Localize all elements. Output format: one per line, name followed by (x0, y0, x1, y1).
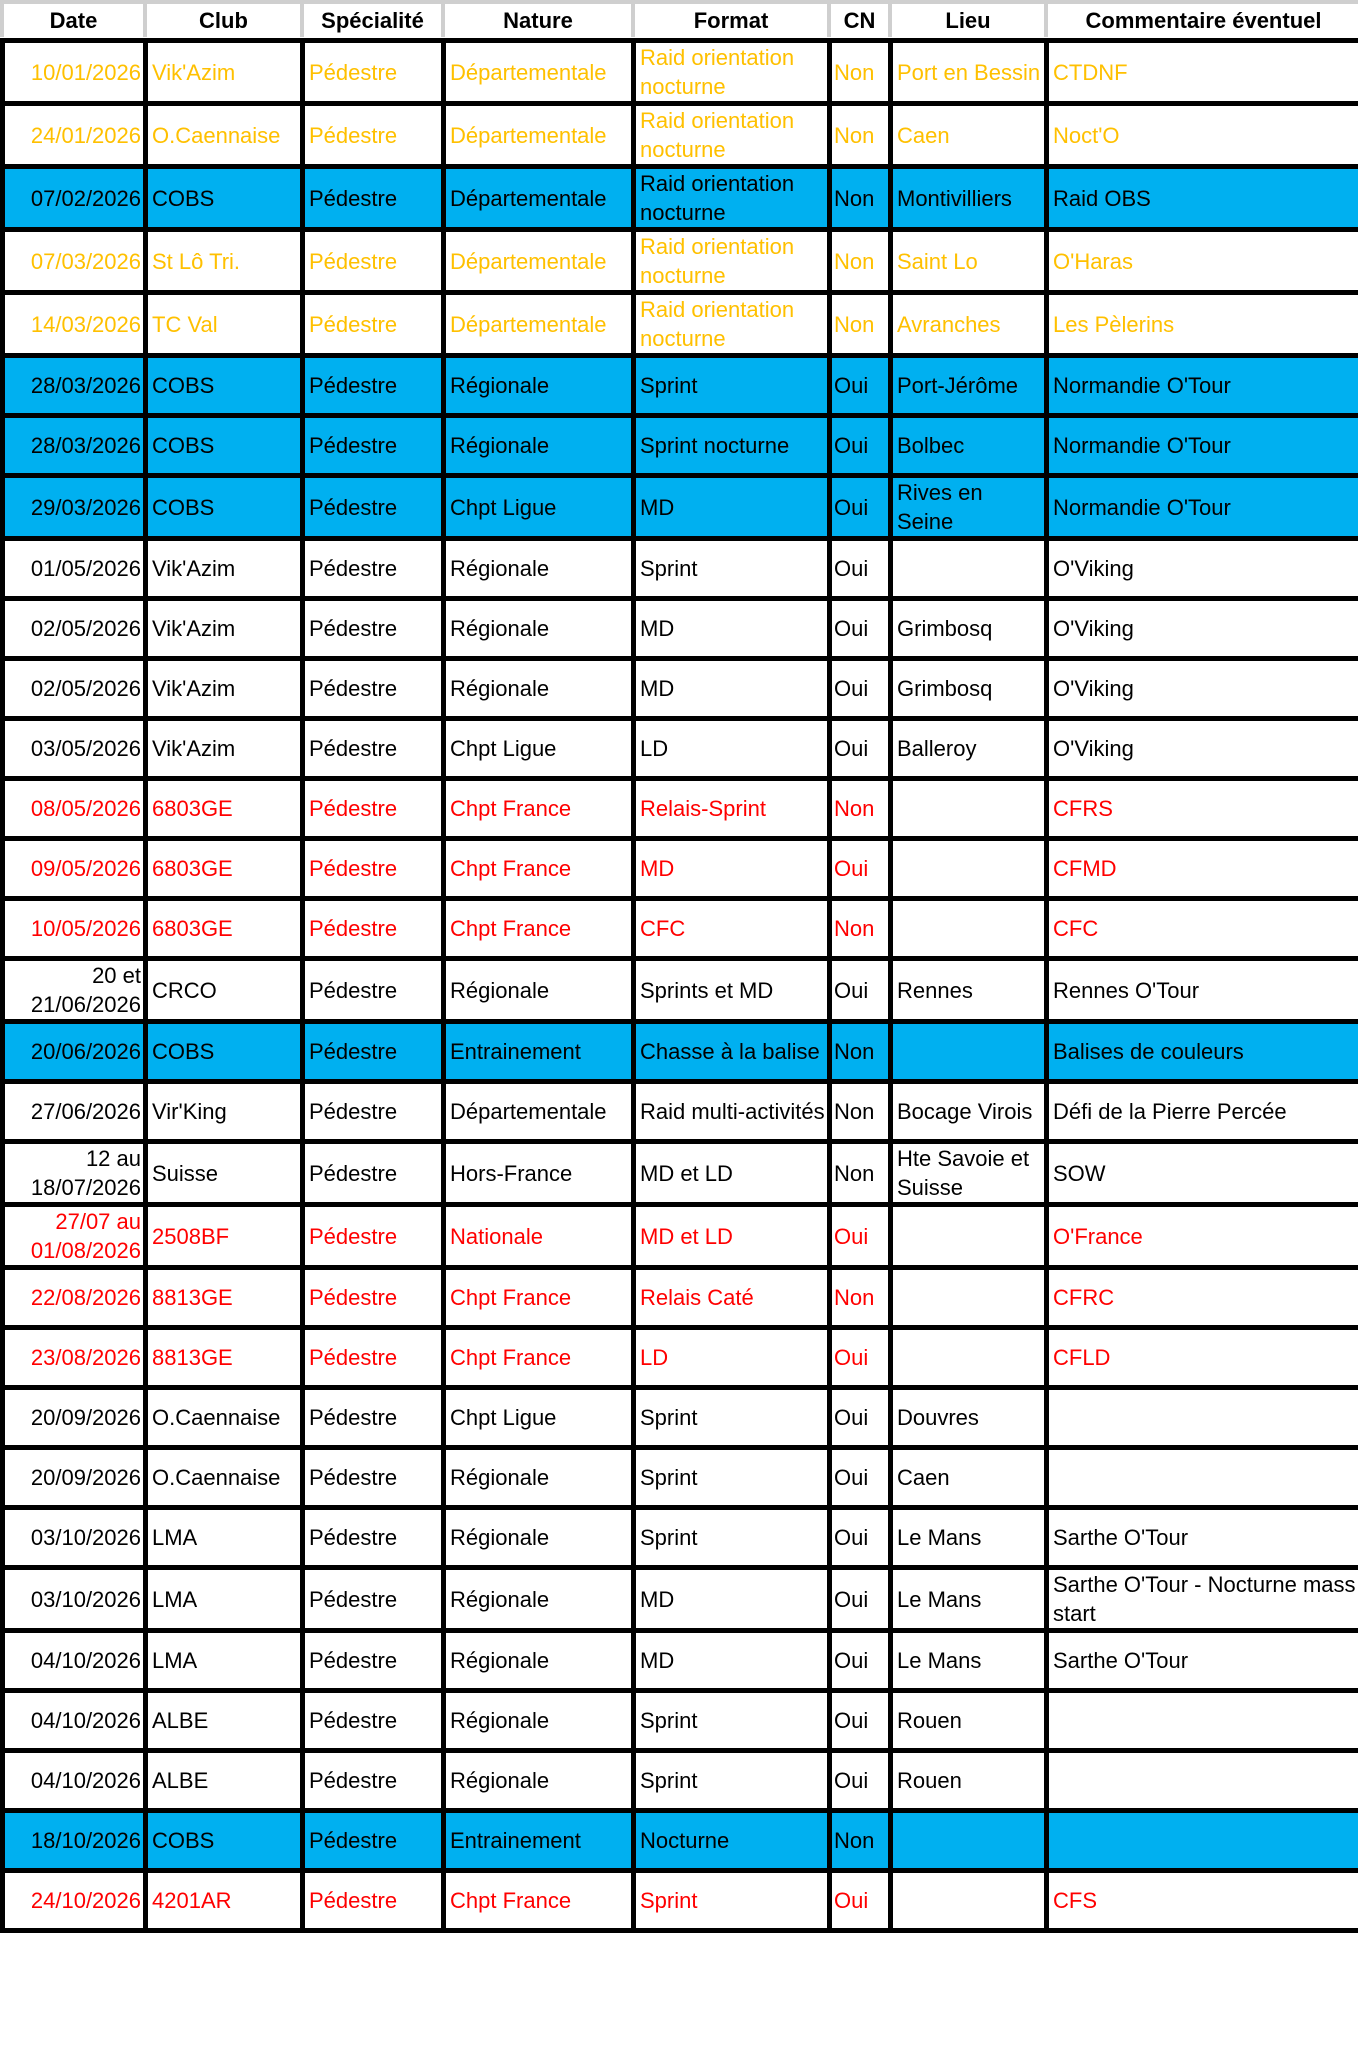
cell-club[interactable]: ALBE (146, 1751, 303, 1811)
cell-nature[interactable]: Départementale (444, 41, 634, 104)
cell-lieu[interactable]: Rennes (891, 959, 1047, 1022)
cell-cn[interactable]: Oui (830, 1631, 891, 1691)
cell-specialite[interactable]: Pédestre (303, 1631, 444, 1691)
cell-specialite[interactable]: Pédestre (303, 476, 444, 539)
cell-specialite[interactable]: Pédestre (303, 719, 444, 779)
cell-format[interactable]: Sprint nocturne (634, 416, 830, 476)
cell-format[interactable]: Chasse à la balise (634, 1022, 830, 1082)
cell-commentaire[interactable]: Les Pèlerins (1047, 293, 1362, 356)
cell-club[interactable]: St Lô Tri. (146, 230, 303, 293)
cell-format[interactable]: MD (634, 476, 830, 539)
cell-date[interactable]: 29/03/2026 (3, 476, 146, 539)
cell-lieu[interactable] (891, 1871, 1047, 1931)
cell-lieu[interactable]: Rouen (891, 1751, 1047, 1811)
cell-club[interactable]: LMA (146, 1508, 303, 1568)
cell-lieu[interactable]: Port-Jérôme (891, 356, 1047, 416)
cell-lieu[interactable]: Caen (891, 1448, 1047, 1508)
table-row (3, 1022, 1362, 1082)
cell-format[interactable]: Nocturne (634, 1811, 830, 1871)
cell-nature[interactable]: Régionale (444, 1631, 634, 1691)
cell-commentaire[interactable]: Noct'O (1047, 104, 1362, 167)
table-row (3, 1691, 1362, 1751)
cell-nature[interactable]: Chpt France (444, 1871, 634, 1931)
table-row (3, 1568, 1362, 1631)
sheet-right-margin (1358, 0, 1363, 2053)
cell-format[interactable]: Raid orientation nocturne (634, 41, 830, 104)
cell-club[interactable]: ALBE (146, 1691, 303, 1751)
events-table (0, 38, 1363, 1933)
cell-club[interactable]: Suisse (146, 1142, 303, 1205)
cell-club[interactable]: O.Caennaise (146, 1448, 303, 1508)
cell-specialite[interactable]: Pédestre (303, 1142, 444, 1205)
table-row (3, 959, 1362, 1022)
cell-format[interactable]: Sprints et MD (634, 959, 830, 1022)
cell-nature[interactable]: Départementale (444, 1082, 634, 1142)
cell-nature[interactable]: Chpt France (444, 839, 634, 899)
table-row (3, 1082, 1362, 1142)
header-club[interactable]: Club (145, 2, 302, 37)
cell-lieu[interactable] (891, 839, 1047, 899)
cell-cn[interactable]: Non (830, 293, 891, 356)
cell-format[interactable]: Sprint (634, 1751, 830, 1811)
cell-lieu[interactable]: Le Mans (891, 1568, 1047, 1631)
events-table-body (3, 41, 1362, 1931)
cell-specialite[interactable]: Pédestre (303, 1508, 444, 1568)
cell-lieu[interactable]: Douvres (891, 1388, 1047, 1448)
cell-lieu[interactable] (891, 539, 1047, 599)
cell-lieu[interactable] (891, 1268, 1047, 1328)
cell-specialite[interactable]: Pédestre (303, 293, 444, 356)
cell-club[interactable]: COBS (146, 476, 303, 539)
cell-format[interactable]: Sprint (634, 356, 830, 416)
cell-date[interactable]: 02/05/2026 (3, 599, 146, 659)
cell-nature[interactable]: Nationale (444, 1205, 634, 1268)
cell-cn[interactable]: Oui (830, 1691, 891, 1751)
cell-lieu[interactable]: Le Mans (891, 1631, 1047, 1691)
cell-commentaire[interactable]: CFS (1047, 1871, 1362, 1931)
cell-date[interactable]: 18/10/2026 (3, 1811, 146, 1871)
table-row (3, 1388, 1362, 1448)
cell-nature[interactable]: Chpt France (444, 779, 634, 839)
table-row (3, 1205, 1362, 1268)
cell-date[interactable]: 20/06/2026 (3, 1022, 146, 1082)
cell-nature[interactable]: Régionale (444, 356, 634, 416)
cell-lieu[interactable] (891, 1328, 1047, 1388)
cell-date[interactable]: 20/09/2026 (3, 1448, 146, 1508)
table-row (3, 1268, 1362, 1328)
cell-lieu[interactable]: Port en Bessin (891, 41, 1047, 104)
cell-nature[interactable]: Régionale (444, 959, 634, 1022)
cell-date[interactable]: 07/03/2026 (3, 230, 146, 293)
cell-specialite[interactable]: Pédestre (303, 104, 444, 167)
cell-cn[interactable]: Oui (830, 959, 891, 1022)
cell-cn[interactable]: Oui (830, 1388, 891, 1448)
cell-club[interactable]: Vik'Azim (146, 41, 303, 104)
cell-format[interactable]: Sprint (634, 1448, 830, 1508)
cell-club[interactable]: TC Val (146, 293, 303, 356)
cell-nature[interactable]: Chpt France (444, 1268, 634, 1328)
cell-date[interactable]: 01/05/2026 (3, 539, 146, 599)
cell-date[interactable]: 03/10/2026 (3, 1508, 146, 1568)
cell-lieu[interactable]: Grimbosq (891, 659, 1047, 719)
cell-cn[interactable]: Oui (830, 1205, 891, 1268)
cell-date[interactable]: 03/05/2026 (3, 719, 146, 779)
cell-commentaire[interactable] (1047, 1811, 1362, 1871)
cell-commentaire[interactable] (1047, 1388, 1362, 1448)
table-row (3, 1328, 1362, 1388)
cell-format[interactable]: Raid orientation nocturne (634, 230, 830, 293)
cell-cn[interactable]: Non (830, 41, 891, 104)
cell-specialite[interactable]: Pédestre (303, 230, 444, 293)
cell-specialite[interactable]: Pédestre (303, 1205, 444, 1268)
cell-nature[interactable]: Régionale (444, 1508, 634, 1568)
table-row (3, 839, 1362, 899)
cell-lieu[interactable] (891, 1205, 1047, 1268)
cell-specialite[interactable]: Pédestre (303, 599, 444, 659)
cell-specialite[interactable]: Pédestre (303, 779, 444, 839)
cell-lieu[interactable]: Avranches (891, 293, 1047, 356)
table-row (3, 659, 1362, 719)
cell-nature[interactable]: Entrainement (444, 1811, 634, 1871)
cell-nature[interactable]: Chpt France (444, 1328, 634, 1388)
cell-club[interactable]: COBS (146, 1022, 303, 1082)
cell-format[interactable]: Sprint (634, 1508, 830, 1568)
cell-club[interactable]: LMA (146, 1631, 303, 1691)
cell-specialite[interactable]: Pédestre (303, 1811, 444, 1871)
cell-format[interactable]: MD (634, 839, 830, 899)
cell-format[interactable]: CFC (634, 899, 830, 959)
cell-cn[interactable]: Oui (830, 839, 891, 899)
cell-lieu[interactable]: Hte Savoie et Suisse (891, 1142, 1047, 1205)
table-row (3, 1811, 1362, 1871)
cell-date[interactable]: 27/06/2026 (3, 1082, 146, 1142)
cell-commentaire[interactable]: Normandie O'Tour (1047, 476, 1362, 539)
table-row (3, 476, 1362, 539)
cell-lieu[interactable] (891, 779, 1047, 839)
cell-specialite[interactable]: Pédestre (303, 1568, 444, 1631)
cell-date[interactable]: 04/10/2026 (3, 1691, 146, 1751)
cell-cn[interactable]: Oui (830, 476, 891, 539)
cell-nature[interactable]: Chpt Ligue (444, 1388, 634, 1448)
cell-club[interactable]: 6803GE (146, 779, 303, 839)
cell-nature[interactable]: Régionale (444, 1568, 634, 1631)
cell-commentaire[interactable]: Balises de couleurs (1047, 1022, 1362, 1082)
cell-club[interactable]: 8813GE (146, 1268, 303, 1328)
table-row (3, 167, 1362, 230)
cell-nature[interactable]: Régionale (444, 1751, 634, 1811)
cell-format[interactable]: Sprint (634, 1871, 830, 1931)
cell-cn[interactable]: Non (830, 1268, 891, 1328)
cell-cn[interactable]: Non (830, 1811, 891, 1871)
column-header-row (0, 0, 1363, 37)
cell-club[interactable]: O.Caennaise (146, 104, 303, 167)
cell-club[interactable]: 4201AR (146, 1871, 303, 1931)
table-row (3, 1871, 1362, 1931)
cell-date[interactable]: 12 au 18/07/2026 (3, 1142, 146, 1205)
table-row (3, 230, 1362, 293)
cell-commentaire[interactable]: O'Haras (1047, 230, 1362, 293)
cell-specialite[interactable]: Pédestre (303, 1751, 444, 1811)
cell-format[interactable]: LD (634, 1328, 830, 1388)
table-row (3, 719, 1362, 779)
cell-commentaire[interactable]: O'Viking (1047, 539, 1362, 599)
cell-cn[interactable]: Oui (830, 659, 891, 719)
cell-date[interactable]: 27/07 au 01/08/2026 (3, 1205, 146, 1268)
cell-specialite[interactable]: Pédestre (303, 167, 444, 230)
cell-specialite[interactable]: Pédestre (303, 416, 444, 476)
cell-commentaire[interactable]: CFRS (1047, 779, 1362, 839)
cell-cn[interactable]: Oui (830, 1751, 891, 1811)
header-cn[interactable]: CN (829, 2, 890, 37)
cell-date[interactable]: 10/05/2026 (3, 899, 146, 959)
cell-club[interactable]: O.Caennaise (146, 1388, 303, 1448)
cell-lieu[interactable]: Saint Lo (891, 230, 1047, 293)
cell-club[interactable]: Vik'Azim (146, 659, 303, 719)
cell-commentaire[interactable]: Normandie O'Tour (1047, 416, 1362, 476)
header-date[interactable]: Date (2, 2, 145, 37)
cell-specialite[interactable]: Pédestre (303, 356, 444, 416)
header-format[interactable]: Format (633, 2, 829, 37)
cell-nature[interactable]: Régionale (444, 539, 634, 599)
cell-format[interactable]: Sprint (634, 1691, 830, 1751)
cell-nature[interactable]: Hors-France (444, 1142, 634, 1205)
cell-date[interactable]: 04/10/2026 (3, 1751, 146, 1811)
cell-lieu[interactable] (891, 899, 1047, 959)
cell-format[interactable]: Raid multi-activités (634, 1082, 830, 1142)
cell-lieu[interactable]: Balleroy (891, 719, 1047, 779)
cell-date[interactable]: 02/05/2026 (3, 659, 146, 719)
cell-nature[interactable]: Régionale (444, 1691, 634, 1751)
cell-cn[interactable]: Oui (830, 1328, 891, 1388)
cell-cn[interactable]: Non (830, 1022, 891, 1082)
cell-date[interactable]: 08/05/2026 (3, 779, 146, 839)
cell-commentaire[interactable]: Normandie O'Tour (1047, 356, 1362, 416)
table-row (3, 416, 1362, 476)
cell-date[interactable]: 04/10/2026 (3, 1631, 146, 1691)
cell-club[interactable]: COBS (146, 416, 303, 476)
cell-nature[interactable]: Régionale (444, 659, 634, 719)
cell-specialite[interactable]: Pédestre (303, 839, 444, 899)
cell-lieu[interactable]: Rouen (891, 1691, 1047, 1751)
cell-club[interactable]: CRCO (146, 959, 303, 1022)
table-row (3, 779, 1362, 839)
cell-nature[interactable]: Départementale (444, 293, 634, 356)
cell-commentaire[interactable]: Défi de la Pierre Percée (1047, 1082, 1362, 1142)
cell-specialite[interactable]: Pédestre (303, 1268, 444, 1328)
cell-cn[interactable]: Oui (830, 1448, 891, 1508)
cell-nature[interactable]: Départementale (444, 230, 634, 293)
cell-nature[interactable]: Chpt Ligue (444, 719, 634, 779)
cell-commentaire[interactable]: CFMD (1047, 839, 1362, 899)
cell-commentaire[interactable] (1047, 1751, 1362, 1811)
cell-specialite[interactable]: Pédestre (303, 539, 444, 599)
cell-club[interactable]: COBS (146, 356, 303, 416)
header-commentaire[interactable]: Commentaire éventuel (1046, 2, 1361, 37)
table-row (3, 899, 1362, 959)
header-specialite[interactable]: Spécialité (302, 2, 443, 37)
cell-nature[interactable]: Régionale (444, 1448, 634, 1508)
table-row (3, 1142, 1362, 1205)
cell-commentaire[interactable]: Sarthe O'Tour (1047, 1631, 1362, 1691)
cell-specialite[interactable]: Pédestre (303, 1448, 444, 1508)
cell-date[interactable]: 24/10/2026 (3, 1871, 146, 1931)
cell-lieu[interactable]: Montivilliers (891, 167, 1047, 230)
cell-commentaire[interactable]: CFLD (1047, 1328, 1362, 1388)
cell-date[interactable]: 24/01/2026 (3, 104, 146, 167)
cell-nature[interactable]: Départementale (444, 104, 634, 167)
cell-date[interactable]: 22/08/2026 (3, 1268, 146, 1328)
cell-date[interactable]: 23/08/2026 (3, 1328, 146, 1388)
cell-format[interactable]: LD (634, 719, 830, 779)
cell-cn[interactable]: Non (830, 899, 891, 959)
cell-club[interactable]: 6803GE (146, 899, 303, 959)
table-row (3, 356, 1362, 416)
cell-cn[interactable]: Non (830, 104, 891, 167)
cell-lieu[interactable]: Bolbec (891, 416, 1047, 476)
cell-club[interactable]: COBS (146, 1811, 303, 1871)
cell-specialite[interactable]: Pédestre (303, 41, 444, 104)
cell-commentaire[interactable]: O'France (1047, 1205, 1362, 1268)
cell-club[interactable]: Vir'King (146, 1082, 303, 1142)
cell-date[interactable]: 10/01/2026 (3, 41, 146, 104)
cell-specialite[interactable]: Pédestre (303, 659, 444, 719)
cell-format[interactable]: Relais-Sprint (634, 779, 830, 839)
cell-lieu[interactable]: Caen (891, 104, 1047, 167)
cell-specialite[interactable]: Pédestre (303, 1871, 444, 1931)
cell-format[interactable]: Raid orientation nocturne (634, 104, 830, 167)
cell-date[interactable]: 07/02/2026 (3, 167, 146, 230)
cell-commentaire[interactable]: CFC (1047, 899, 1362, 959)
cell-date[interactable]: 20 et 21/06/2026 (3, 959, 146, 1022)
cell-cn[interactable]: Non (830, 1082, 891, 1142)
table-row (3, 1448, 1362, 1508)
cell-commentaire[interactable]: Sarthe O'Tour - Nocturne mass start (1047, 1568, 1362, 1631)
table-row (3, 293, 1362, 356)
cell-format[interactable]: MD (634, 1631, 830, 1691)
cell-club[interactable]: COBS (146, 167, 303, 230)
cell-lieu[interactable]: Le Mans (891, 1508, 1047, 1568)
cell-lieu[interactable]: Grimbosq (891, 599, 1047, 659)
cell-club[interactable]: 8813GE (146, 1328, 303, 1388)
cell-commentaire[interactable]: O'Viking (1047, 599, 1362, 659)
cell-nature[interactable]: Régionale (444, 599, 634, 659)
cell-club[interactable]: Vik'Azim (146, 539, 303, 599)
cell-specialite[interactable]: Pédestre (303, 899, 444, 959)
cell-nature[interactable]: Entrainement (444, 1022, 634, 1082)
header-nature[interactable]: Nature (443, 2, 633, 37)
cell-format[interactable]: Sprint (634, 1388, 830, 1448)
cell-nature[interactable]: Chpt France (444, 899, 634, 959)
cell-nature[interactable]: Chpt Ligue (444, 476, 634, 539)
cell-commentaire[interactable] (1047, 1691, 1362, 1751)
cell-commentaire[interactable]: Raid OBS (1047, 167, 1362, 230)
cell-date[interactable]: 20/09/2026 (3, 1388, 146, 1448)
cell-specialite[interactable]: Pédestre (303, 1388, 444, 1448)
cell-commentaire[interactable]: O'Viking (1047, 659, 1362, 719)
cell-lieu[interactable] (891, 1022, 1047, 1082)
cell-cn[interactable]: Non (830, 167, 891, 230)
table-row (3, 1631, 1362, 1691)
table-row (3, 539, 1362, 599)
cell-date[interactable]: 03/10/2026 (3, 1568, 146, 1631)
cell-format[interactable]: Raid orientation nocturne (634, 293, 830, 356)
cell-cn[interactable]: Oui (830, 599, 891, 659)
cell-format[interactable]: MD (634, 1568, 830, 1631)
cell-format[interactable]: Raid orientation nocturne (634, 167, 830, 230)
cell-specialite[interactable]: Pédestre (303, 1691, 444, 1751)
cell-date[interactable]: 14/03/2026 (3, 293, 146, 356)
cell-club[interactable]: Vik'Azim (146, 599, 303, 659)
cell-club[interactable]: 2508BF (146, 1205, 303, 1268)
cell-specialite[interactable]: Pédestre (303, 1022, 444, 1082)
cell-commentaire[interactable]: O'Viking (1047, 719, 1362, 779)
cell-club[interactable]: Vik'Azim (146, 719, 303, 779)
header-lieu[interactable]: Lieu (890, 2, 1046, 37)
cell-commentaire[interactable]: CFRC (1047, 1268, 1362, 1328)
cell-commentaire[interactable]: Rennes O'Tour (1047, 959, 1362, 1022)
cell-specialite[interactable]: Pédestre (303, 1328, 444, 1388)
cell-format[interactable]: MD (634, 599, 830, 659)
cell-cn[interactable]: Oui (830, 539, 891, 599)
cell-cn[interactable]: Oui (830, 719, 891, 779)
cell-specialite[interactable]: Pédestre (303, 959, 444, 1022)
cell-date[interactable]: 09/05/2026 (3, 839, 146, 899)
cell-format[interactable]: MD (634, 659, 830, 719)
cell-lieu[interactable]: Rives en Seine (891, 476, 1047, 539)
cell-commentaire[interactable]: Sarthe O'Tour (1047, 1508, 1362, 1568)
cell-cn[interactable]: Oui (830, 416, 891, 476)
cell-club[interactable]: LMA (146, 1568, 303, 1631)
cell-cn[interactable]: Oui (830, 356, 891, 416)
cell-cn[interactable]: Oui (830, 1568, 891, 1631)
cell-cn[interactable]: Oui (830, 1508, 891, 1568)
cell-date[interactable]: 28/03/2026 (3, 416, 146, 476)
cell-format[interactable]: Sprint (634, 539, 830, 599)
cell-format[interactable]: Relais Caté (634, 1268, 830, 1328)
table-row (3, 1751, 1362, 1811)
cell-lieu[interactable] (891, 1811, 1047, 1871)
table-row (3, 1508, 1362, 1568)
cell-cn[interactable]: Non (830, 1142, 891, 1205)
cell-cn[interactable]: Non (830, 230, 891, 293)
cell-lieu[interactable]: Bocage Virois (891, 1082, 1047, 1142)
cell-nature[interactable]: Régionale (444, 416, 634, 476)
cell-club[interactable]: 6803GE (146, 839, 303, 899)
cell-date[interactable]: 28/03/2026 (3, 356, 146, 416)
table-row (3, 41, 1362, 104)
table-row (3, 599, 1362, 659)
cell-commentaire[interactable]: SOW (1047, 1142, 1362, 1205)
cell-commentaire[interactable] (1047, 1448, 1362, 1508)
cell-commentaire[interactable]: CTDNF (1047, 41, 1362, 104)
cell-cn[interactable]: Non (830, 779, 891, 839)
cell-specialite[interactable]: Pédestre (303, 1082, 444, 1142)
cell-format[interactable]: MD et LD (634, 1205, 830, 1268)
cell-nature[interactable]: Départementale (444, 167, 634, 230)
cell-format[interactable]: MD et LD (634, 1142, 830, 1205)
table-row (3, 104, 1362, 167)
cell-cn[interactable]: Oui (830, 1871, 891, 1931)
